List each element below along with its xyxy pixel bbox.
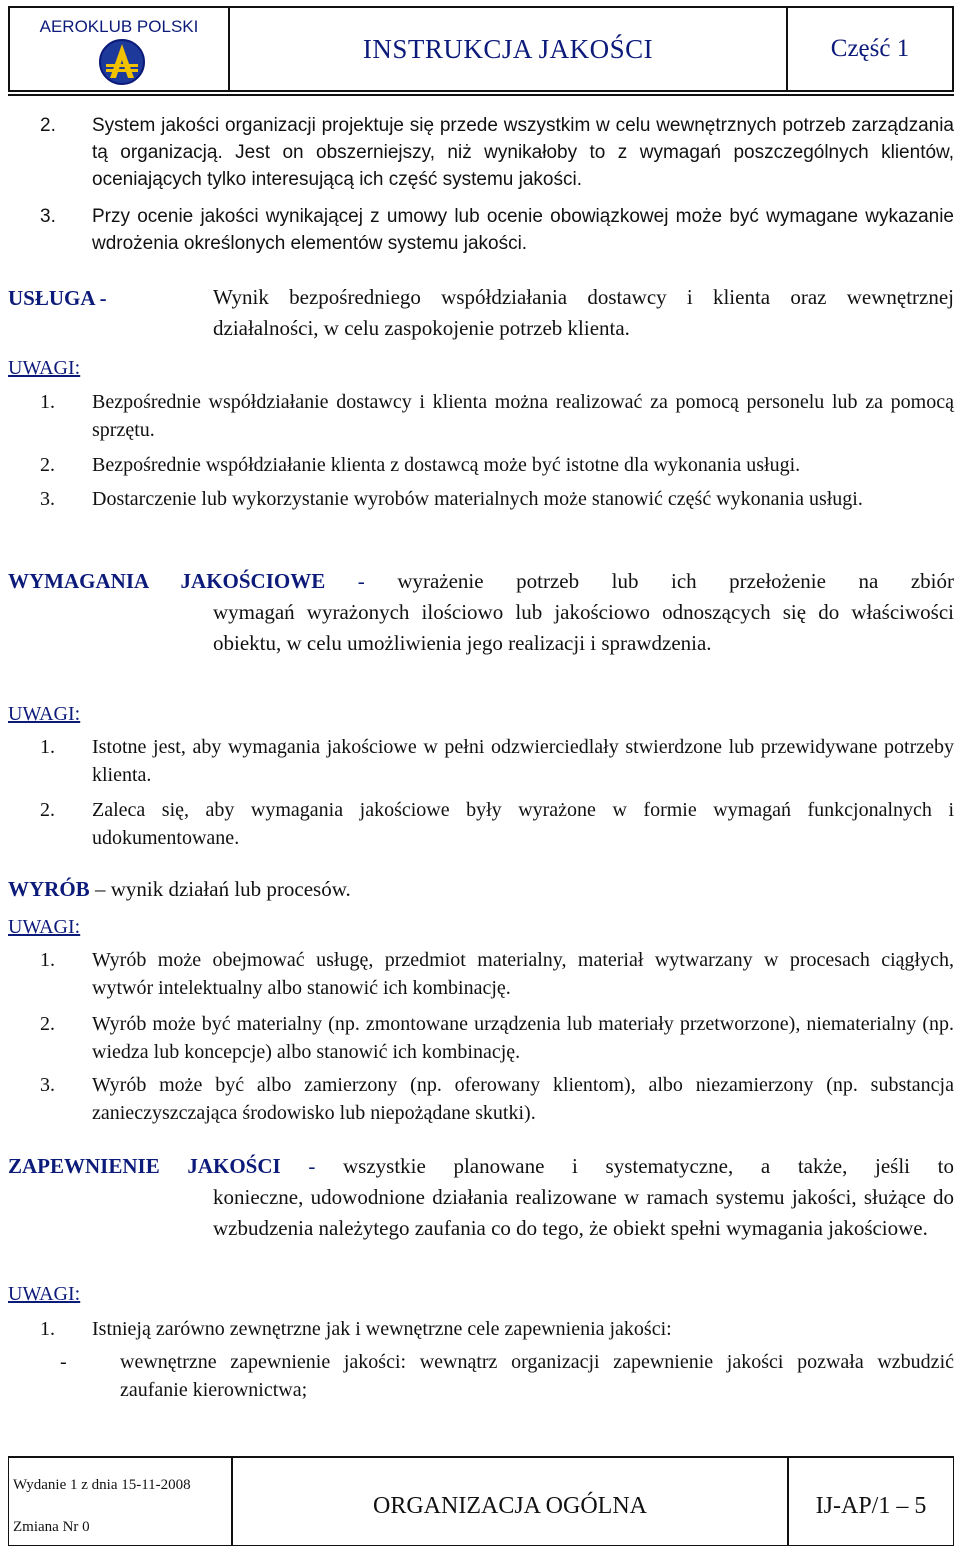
wymagania-notes-label: UWAGI: — [8, 703, 81, 725]
usluga-note-number: 2. — [40, 454, 55, 476]
wymagania-note-number: 1. — [40, 736, 55, 758]
wyrob-note-text: Wyrób może być materialny (np. zmontowane urządzenia lub materiały przetworzone), niematerialny (np. wiedza lub koncepcje) albo stanowić ich kombinację. — [92, 1013, 954, 1063]
term-wymagania: WYMAGANIA JAKOŚCIOWE — [8, 569, 326, 593]
footer-edition-cell — [8, 1456, 232, 1546]
edition-date: Wydanie 1 z dnia 15-11-2008 — [13, 1477, 191, 1493]
footer-section: ORGANIZACJA OGÓLNA — [232, 1456, 788, 1546]
wymagania-first-line — [8, 566, 954, 597]
wyrob-notes-label: UWAGI: — [8, 916, 81, 938]
aeroklub-logo-icon — [98, 38, 146, 86]
wymagania-note-number: 2. — [40, 799, 55, 821]
intro-item-2-text: System jakości organizacji projektuje się przede wszystkim w celu wewnętrznych potrzeb zarządzania tą organizacją. Jest on obszerniejszy, niż wynikałoby to z wymagań poszczególnych klientów, oceniających tylko interesującą ich część systemu jakości. — [92, 115, 954, 190]
zapewnienie-first-line — [8, 1151, 954, 1182]
intro-item-2-number: 2. — [40, 115, 56, 136]
definition-usluga: Wynik bezpośredniego współdziałania dostawcy i klienta oraz wewnętrznej działalności, w celu zaspokojenie potrzeb klienta. — [213, 285, 954, 340]
page-footer — [8, 1456, 954, 1548]
document-part: Część 1 — [786, 6, 954, 92]
footer-page-ref: IJ-AP/1 – 5 — [788, 1456, 954, 1546]
wyrob-note-text: Wyrób może być albo zamierzony (np. oferowany klientom), albo niezamierzony (np. substancja zanieczyszczająca środowisko lub niepożądane skutki). — [92, 1074, 954, 1124]
zapewnienie-bullet-text: wewnętrzne zapewnienie jakości: wewnątrz organizacji zapewnienie jakości pozwała wzbudzić zaufanie kierownictwa; — [120, 1351, 954, 1401]
page-header — [8, 6, 954, 96]
wyrob-note-number: 1. — [40, 949, 55, 971]
definition-wymagania-start: wyrażenie potrzeb lub ich przełożenie na zbiór — [397, 569, 954, 593]
usluga-note-text: Dostarczenie lub wykorzystanie wyrobów materialnych może stanowić część wykonania usługi. — [92, 488, 863, 510]
header-divider — [8, 94, 954, 96]
wyrob-note-text: Wyrób może obejmować usługę, przedmiot materialny, materiał wytwarzany w procesach ciągłych, wytwór intelektualny albo stanowić ich kombinację. — [92, 949, 954, 999]
wyrob-note-number: 2. — [40, 1013, 55, 1035]
definition-wyrob: – wynik działań lub procesów. — [89, 877, 351, 901]
intro-item-3-number: 3. — [40, 206, 56, 227]
zapewnienie-note-text: Istnieją zarówno zewnętrzne jak i wewnętrzne cele zapewnienia jakości: — [92, 1318, 672, 1340]
wymagania-note-text: Zaleca się, aby wymagania jakościowe były wyrażone w formie wymagań funkcjonalnych i udokumentowane. — [92, 799, 954, 849]
term-dash: - — [280, 1154, 343, 1178]
term-usluga: USŁUGA - — [8, 286, 107, 310]
bullet-dash: - — [60, 1351, 67, 1373]
change-number: Zmiana Nr 0 — [13, 1519, 90, 1535]
definition-zapewnienie: konieczne, udowodnione działania realizowane w ramach systemu jakości, służące do wzbudzenia należytego zaufania co do tego, że obiekt spełni wymagania jakościowe. — [213, 1185, 954, 1240]
org-name: AEROKLUB POLSKI — [39, 17, 199, 36]
term-zapewnienie: ZAPEWNIENIE JAKOŚCI — [8, 1154, 281, 1178]
wyrob-line — [8, 875, 351, 903]
document-title: INSTRUKCJA JAKOŚCI — [228, 6, 788, 92]
definition-wymagania: wymagań wyrażonych ilościowo lub jakościowo odnoszących się do właściwości obiektu, w celu umożliwienia jego realizacji i sprawdzenia. — [213, 600, 954, 655]
term-dash: - — [325, 569, 398, 593]
zapewnienie-notes-label: UWAGI: — [8, 1283, 81, 1305]
intro-item-3-text: Przy ocenie jakości wynikającej z umowy lub ocenie obowiązkowej może być wymagane wykazanie wdrożenia określonych elementów systemu jakości. — [92, 206, 954, 254]
wyrob-note-number: 3. — [40, 1074, 55, 1096]
zapewnienie-note-number: 1. — [40, 1318, 55, 1340]
usluga-note-number: 1. — [40, 391, 55, 413]
usluga-note-number: 3. — [40, 488, 55, 510]
usluga-note-text: Bezpośrednie współdziałanie klienta z dostawcą może być istotne dla wykonania usługi. — [92, 454, 801, 476]
term-wyrob: WYRÓB — [8, 877, 90, 901]
wymagania-note-text: Istotne jest, aby wymagania jakościowe w pełni odzwierciedlały stwierdzone lub przewidywane potrzeby klienta. — [92, 736, 954, 786]
usluga-note-text: Bezpośrednie współdziałanie dostawcy i klienta można realizować za pomocą personelu lub za pomocą sprzętu. — [92, 391, 954, 441]
usluga-notes-label: UWAGI: — [8, 357, 81, 379]
header-logo-cell — [8, 6, 230, 92]
definition-zapewnienie-start: wszystkie planowane i systematyczne, a także, jeśli to — [342, 1154, 954, 1178]
